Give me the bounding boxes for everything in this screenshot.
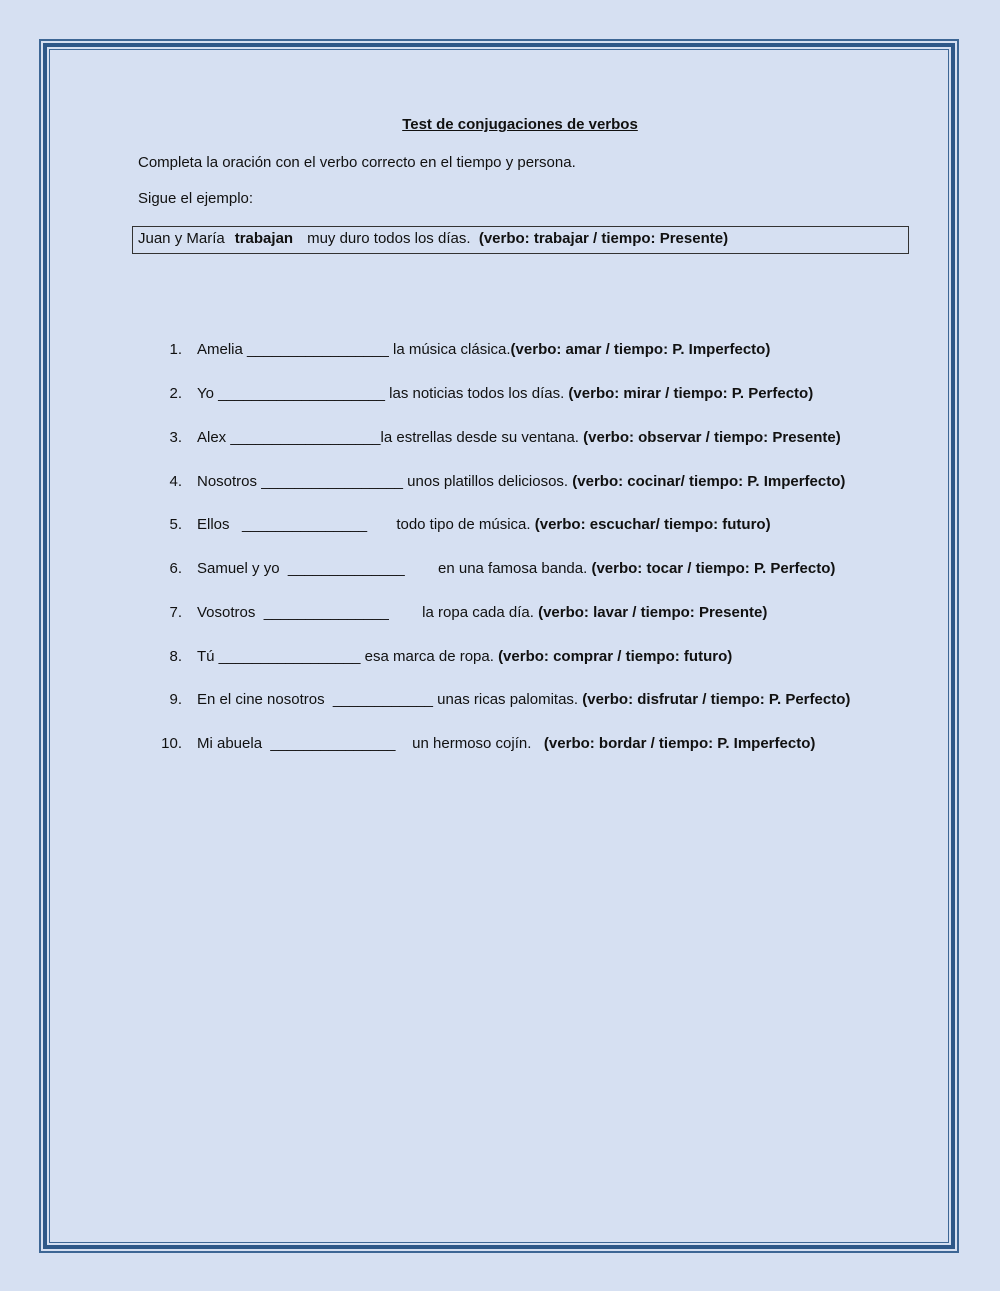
example-box (132, 226, 909, 254)
item-number: 10. (161, 735, 182, 752)
item-hint: (verbo: mirar / tiempo: P. Perfecto) (568, 385, 814, 402)
item-hint: (verbo: cocinar/ tiempo: P. Imperfecto) (572, 473, 846, 490)
item-sentence: Nosotros _________________ unos platillos deliciosos. (197, 473, 573, 490)
item-sentence: Mi abuela _______________ un hermoso cojín. (197, 735, 544, 752)
example-hint: (verbo: trabajar / tiempo: Presente) (478, 230, 729, 247)
instruction-text: Completa la oración con el verbo correcto en el tiempo y persona. (138, 154, 576, 171)
item-sentence: Amelia _________________ la música clásica. (197, 341, 511, 358)
item-number: 1. (169, 341, 182, 358)
item-hint: (verbo: disfrutar / tiempo: P. Perfecto) (582, 691, 851, 708)
item-number: 3. (169, 429, 182, 446)
worksheet-title: Test de conjugaciones de verbos (402, 116, 638, 133)
item-sentence: Vosotros _______________ la ropa cada día. (197, 604, 539, 621)
item-number: 6. (169, 560, 182, 577)
item-number: 9. (169, 691, 182, 708)
item-sentence: Tú _________________ esa marca de ropa. (197, 648, 499, 665)
item-hint: (verbo: amar / tiempo: P. Imperfecto) (510, 341, 771, 358)
example-subject: Juan y María (138, 230, 225, 247)
item-sentence: Yo ____________________ las noticias todos los días. (197, 385, 569, 402)
example-verb: trabajan (234, 230, 294, 247)
item-hint: (verbo: tocar / tiempo: P. Perfecto) (591, 560, 836, 577)
item-hint: (verbo: bordar / tiempo: P. Imperfecto) (543, 735, 816, 752)
item-sentence: En el cine nosotros ____________ unas ricas palomitas. (197, 691, 583, 708)
item-sentence: Alex __________________la estrellas desde su ventana. (197, 429, 584, 446)
item-number: 8. (169, 648, 182, 665)
item-hint: (verbo: observar / tiempo: Presente) (583, 429, 841, 446)
item-sentence: Samuel y yo ______________ en una famosa banda. (197, 560, 592, 577)
item-sentence: Ellos _______________ todo tipo de música. (197, 516, 535, 533)
item-number: 4. (169, 473, 182, 490)
item-hint: (verbo: comprar / tiempo: futuro) (498, 648, 733, 665)
example-prompt: Sigue el ejemplo: (138, 190, 254, 207)
example-rest: muy duro todos los días. (307, 230, 471, 247)
item-number: 5. (169, 516, 182, 533)
item-number: 7. (169, 604, 182, 621)
item-hint: (verbo: lavar / tiempo: Presente) (538, 604, 768, 621)
item-hint: (verbo: escuchar/ tiempo: futuro) (534, 516, 771, 533)
item-number: 2. (169, 385, 182, 402)
